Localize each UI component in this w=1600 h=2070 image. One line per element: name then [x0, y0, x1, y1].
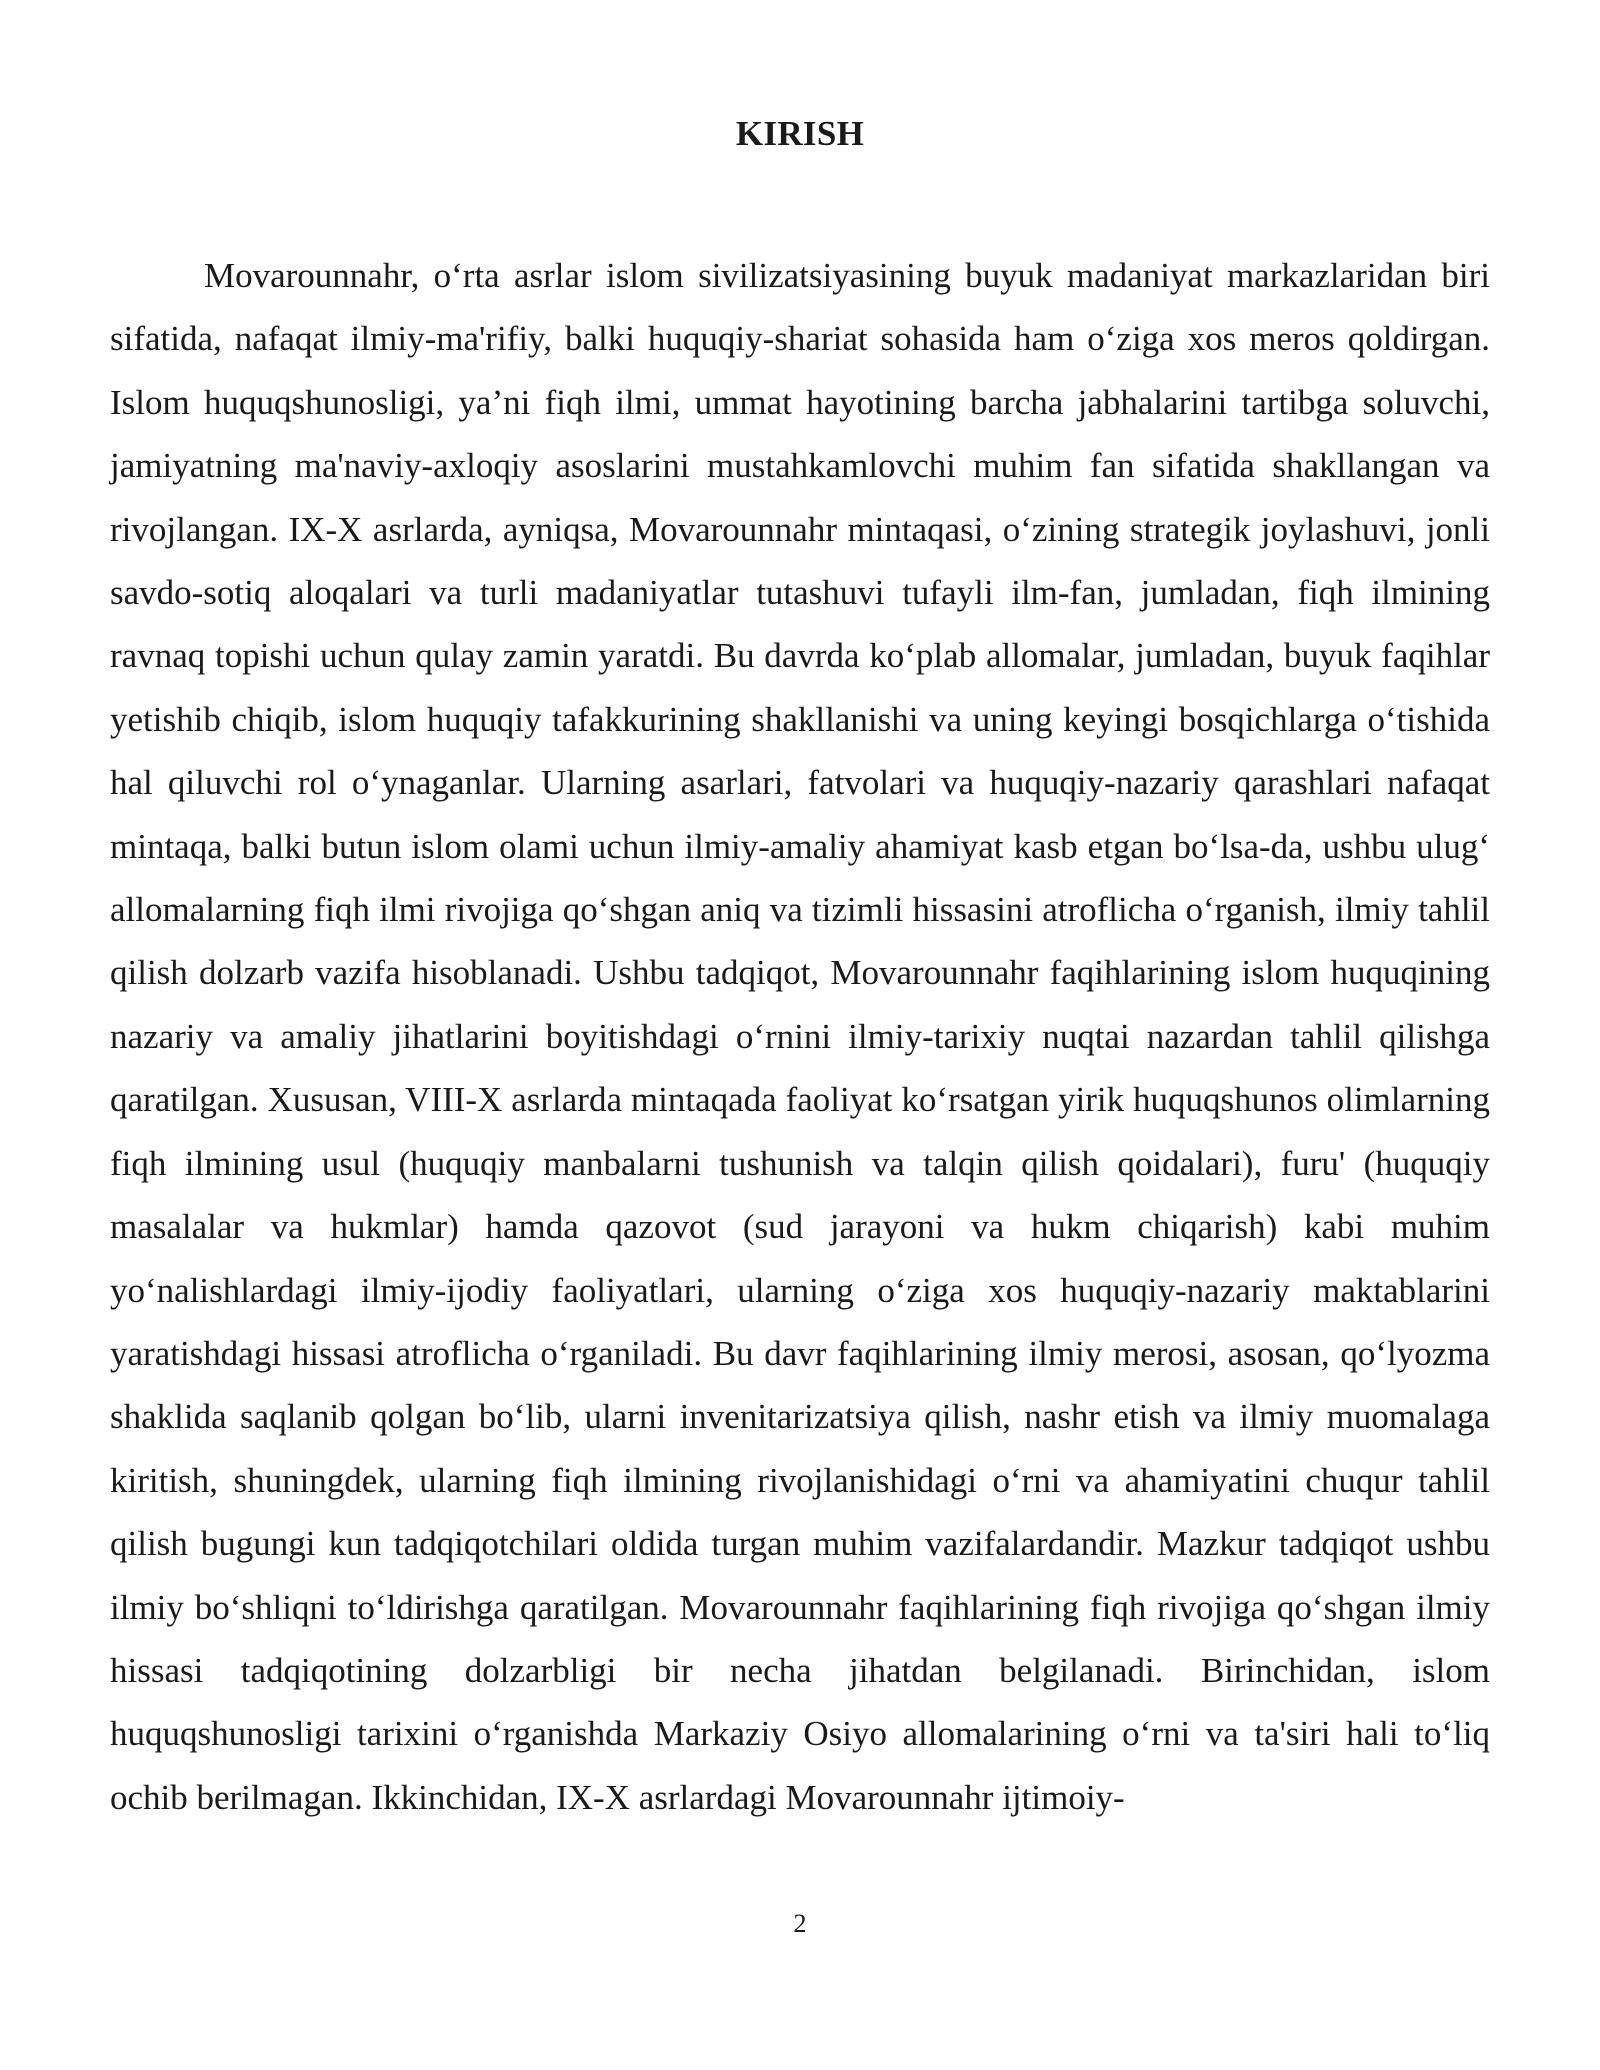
page-title: KIRISH [735, 114, 865, 153]
page-number: 2 [793, 1909, 807, 1938]
body-paragraph: Movarounnahr, oʻrta asrlar islom sivilizatsiyasining buyuk madaniyat markazlaridan biri sifatida, nafaqat ilmiy-ma'rifiy, balki huquqiy-shariat sohasida ham oʻziga xos meros qoldirgan. Islom huquqshunosligi, yaʼni fiqh ilmi, ummat hayotining barcha jabhalarini tartibga soluvchi, jamiyatning ma'naviy-axloqiy asoslarini mustahkamlovchi muhim fan sifatida shakllangan va rivojlangan. IX-X asrlarda, ayniqsa, Movarounnahr mintaqasi, oʻzining strategik joylashuvi, jonli savdo-sotiq aloqalari va turli madaniyatlar tutashuvi tufayli ilm-fan, jumladan, fiqh ilmining ravnaq topishi uchun qulay zamin yaratdi. Bu davrda koʻplab allomalar, jumladan, buyuk faqihlar yetishib chiqib, islom huquqiy tafakkurining shakllanishi va uning keyingi bosqichlarga oʻtishida hal qiluvchi rol oʻynaganlar. Ularning asarlari, fatvolari va huquqiy-nazariy qarashlari nafaqat mintaqa, balki butun islom olami uchun ilmiy-amaliy ahamiyat kasb etgan boʻlsa-da, ushbu ulugʻ allomalarning fiqh ilmi rivojiga qoʻshgan aniq va tizimli hissasini atroflicha oʻrganish, ilmiy tahlil qilish dolzarb vazifa hisoblanadi. Ushbu tadqiqot, Movarounnahr faqihlarining islom huquqining nazariy va amaliy jihatlarini boyitishdagi oʻrnini ilmiy-tarixiy nuqtai nazardan tahlil qilishga qaratilgan. Xususan, VIII-X asrlarda mintaqada faoliyat koʻrsatgan yirik huquqshunos olimlarning fiqh ilmining usul (huquqiy manbalarni tushunish va talqin qilish qoidalari), furu' (huquqiy masalalar va hukmlar) hamda qazovot (sud jarayoni va hukm chiqarish) kabi muhim yoʻnalishlardagi ilmiy-ijodiy faoliyatlari, ularning oʻziga xos huquqiy-nazariy maktablarini yaratishdagi hissasi atroflicha oʻrganiladi. Bu davr faqihlarining ilmiy merosi, asosan, qoʻlyozma shaklida saqlanib qolgan boʻlib, ularni invenitarizatsiya qilish, nashr etish va ilmiy muomalaga kiritish, shuningdek, ularning fiqh ilmining rivojlanishidagi oʻrni va ahamiyatini chuqur tahlil qilish bugungi kun tadqiqotchilari oldida turgan muhim vazifalardandir. Mazkur tadqiqot ushbu ilmiy boʻshliqni toʻldirishga qaratilgan. Movarounnahr faqihlarining fiqh rivojiga qoʻshgan ilmiy hissasi tadqiqotining dolzarbligi bir necha jihatdan belgilanadi. Birinchidan, islom huquqshunosligi tarixini oʻrganishda Markaziy Osiyo allomalarining oʻrni va ta'siri hali toʻliq ochib berilmagan. Ikkinchidan, IX-X asrlardagi Movarounnahr ijtimoiy- [110, 256, 1490, 1817]
